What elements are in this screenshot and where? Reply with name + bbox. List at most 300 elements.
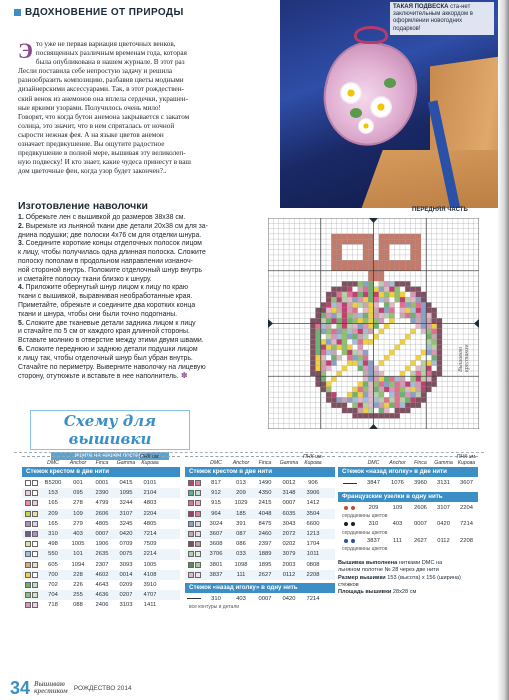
step-line [18, 293, 266, 302]
thread-anchor: 403 [73, 531, 83, 538]
color-swatch [195, 541, 201, 547]
intro-line: то уже не первая вариация цветочных венков, [35, 40, 176, 48]
stitch-cell [331, 287, 336, 292]
stitch-cell [321, 313, 326, 318]
stitch-cell [437, 360, 442, 365]
info-text: нитками DMC на [397, 559, 443, 566]
stitch-cell [410, 302, 415, 307]
page-footer [10, 678, 132, 698]
stitch-cell [352, 387, 357, 392]
stitch-cell [352, 403, 357, 408]
stitch-cell [374, 366, 379, 371]
stitch-cell [363, 265, 368, 270]
stitch-cell [389, 366, 394, 371]
step-line [18, 214, 266, 223]
stitch-cell [347, 297, 352, 302]
issue-label: РОЖДЕСТВО 2014 [73, 684, 132, 692]
stitch-cell [326, 382, 331, 387]
stitch-cell [331, 387, 336, 392]
thread-anchor: 185 [236, 510, 246, 517]
stitch-cell [337, 403, 342, 408]
stitch-cell [389, 376, 394, 381]
stitch-cell [358, 308, 363, 313]
stitch-cell [405, 334, 410, 339]
stitch-cell [395, 339, 400, 344]
stitch-cell [400, 287, 405, 292]
stitch-cell [405, 313, 410, 318]
stitch-cell [410, 376, 415, 381]
stitch-cell [389, 392, 394, 397]
thread-finca: 2397 [258, 541, 272, 548]
thread-anchor: 1094 [71, 561, 85, 568]
thread-dmc: 704 [48, 592, 58, 599]
stitch-cell [374, 371, 379, 376]
stitch-cell [389, 413, 394, 418]
stitch-cell [331, 334, 336, 339]
stitch-cell [363, 408, 368, 413]
stitch-cell [363, 413, 368, 418]
stitch-cell [410, 371, 415, 376]
thread-finca: 1906 [95, 541, 109, 548]
thread-pnk: 1412 [306, 500, 320, 507]
stitch-cell [374, 408, 379, 413]
stitch-cell [352, 355, 357, 360]
stitch-cell [315, 313, 320, 318]
backstitch-line-icon [187, 598, 201, 599]
intro-line: ский венок из анемонов она вплела сердечки, украшен- [18, 94, 188, 103]
stitch-cell [337, 292, 342, 297]
stitch-cell [352, 345, 357, 350]
step-line [18, 223, 266, 232]
stitch-cell [384, 413, 389, 418]
flower-motif [340, 82, 362, 104]
thread-dmc: 165 [48, 500, 58, 507]
stitch-cell [405, 281, 410, 286]
magazine-name-line1: Вышиваю [34, 680, 65, 688]
symbol-swatch [185, 551, 203, 557]
stitch-cell [363, 366, 368, 371]
stitch-cell [347, 392, 352, 397]
stitch-cell [310, 355, 315, 360]
stitch-cell [331, 313, 336, 318]
stitch-cell [379, 271, 384, 276]
stitch-cell [321, 334, 326, 339]
symbol-swatch [185, 521, 203, 527]
color-swatch [32, 511, 38, 517]
stitch-cell [379, 281, 384, 286]
stitch-cell [337, 345, 342, 350]
stitch-cell [358, 397, 363, 402]
stitch-cell [342, 371, 347, 376]
stitch-cell [432, 329, 437, 334]
color-swatch [195, 480, 201, 486]
stitch-cell [315, 318, 320, 323]
stitch-cell [384, 287, 389, 292]
thread-finca: 4799 [95, 500, 109, 507]
thread-dmc: 310 [48, 531, 58, 538]
stitch-cell [331, 345, 336, 350]
stitch-cell [410, 387, 415, 392]
stitch-cell [331, 250, 336, 255]
thread-pnk: 2204 [460, 505, 473, 512]
stitch-cell [421, 334, 426, 339]
legend-row [185, 478, 335, 488]
french-knot-icon [351, 506, 355, 510]
stitch-cell [395, 355, 400, 360]
stitch-cell [342, 397, 347, 402]
stitch-cell [342, 318, 347, 323]
cross-stitch-chart [268, 218, 479, 429]
stitch-cell [331, 302, 336, 307]
stitch-cell [331, 297, 336, 302]
stitch-cell [368, 408, 373, 413]
stitch-cell [384, 265, 389, 270]
stitch-cell [437, 318, 442, 323]
stitch-cell [347, 397, 352, 402]
stitch-cell [416, 387, 421, 392]
stitch-cell [379, 265, 384, 270]
stitch-cell [352, 297, 357, 302]
stitch-cell [368, 387, 373, 392]
stitch-cell [395, 265, 400, 270]
stitch-cell [374, 276, 379, 281]
thread-anchor: 088 [73, 602, 83, 609]
stitch-cell [352, 397, 357, 402]
stitch-cell [374, 345, 379, 350]
stitch-cell [374, 260, 379, 265]
stitch-cell [389, 281, 394, 286]
stitch-cell [358, 408, 363, 413]
color-swatch [32, 562, 38, 568]
stitch-cell [405, 308, 410, 313]
stitch-cell [337, 339, 342, 344]
symbol-swatch [338, 522, 361, 526]
thread-dmc: 718 [48, 602, 58, 609]
symbol-swatch [22, 500, 40, 506]
stitch-cell [400, 397, 405, 402]
thread-pnk: 4805 [143, 520, 157, 527]
stitch-cell [347, 339, 352, 344]
stitch-cell [384, 239, 389, 244]
step-line [18, 337, 266, 346]
thread-finca: 4636 [95, 592, 109, 599]
stitch-cell [410, 313, 415, 318]
stitch-cell [368, 382, 373, 387]
thread-pnk: 2204 [143, 510, 157, 517]
stitch-cell [337, 371, 342, 376]
thread-anchor: 1005 [71, 541, 85, 548]
stitch-cell [363, 403, 368, 408]
stitch-cell [363, 382, 368, 387]
stitch-cell [389, 318, 394, 323]
thread-finca: 3960 [414, 480, 427, 487]
thread-anchor: 278 [73, 500, 83, 507]
legend-row [185, 488, 335, 498]
stitch-cell [358, 355, 363, 360]
stitch-cell [363, 287, 368, 292]
thread-gamma: 0415 [119, 480, 133, 487]
stitch-cell [363, 376, 368, 381]
thread-anchor: 109 [392, 505, 403, 512]
stitch-cell [384, 292, 389, 297]
column-header: Gamma [279, 460, 299, 466]
stitch-cell [368, 313, 373, 318]
stitch-cell [368, 397, 373, 402]
stitch-cell [395, 297, 400, 302]
scheme-subtitle: ищите на нашем постере [51, 452, 169, 460]
stitch-cell [368, 244, 373, 249]
stitch-cell [358, 313, 363, 318]
thread-pnk: 7214 [306, 595, 320, 602]
stitch-cell [363, 392, 368, 397]
column-header: Anchor [389, 460, 406, 466]
stitch-cell [410, 334, 415, 339]
stitch-cell [421, 318, 426, 323]
stitch-cell [352, 413, 357, 418]
stitch-cell [416, 313, 421, 318]
thread-pnk: 3906 [306, 490, 320, 497]
stitch-cell [400, 392, 405, 397]
intro-line: разнообразить композицию, разбавив цветы модными [18, 76, 184, 85]
thread-finca: 0007 [258, 595, 272, 602]
step-line [18, 364, 266, 373]
stitch-cell [379, 276, 384, 281]
symbol-swatch [185, 480, 203, 486]
stitch-cell [400, 382, 405, 387]
stitch-cell [315, 324, 320, 329]
thread-dmc: 700 [48, 571, 58, 578]
step-number: 6. [18, 345, 24, 353]
stitch-cell [374, 355, 379, 360]
step-text: и сметайте полоску ткани близко к шнуру. [18, 275, 152, 283]
stitch-cell [326, 313, 331, 318]
stitch-cell [326, 292, 331, 297]
stitch-cell [352, 382, 357, 387]
thread-dmc: 3706 [209, 551, 223, 558]
stitch-cell [379, 392, 384, 397]
column-header: ПНК им. Кирова [456, 454, 477, 466]
legend-row [185, 549, 335, 559]
thread-finca: 4643 [95, 581, 109, 588]
stitch-cell [337, 387, 342, 392]
stitch-cell [368, 276, 373, 281]
stitch-cell [342, 355, 347, 360]
stitch-cell [416, 334, 421, 339]
backstitch-title: Стежок «назад иголку» в одну нить [185, 583, 335, 593]
backstitch-row [185, 594, 335, 604]
stitch-cell [416, 260, 421, 265]
stitch-cell [352, 324, 357, 329]
stitch-cell [352, 376, 357, 381]
symbol-swatch [22, 541, 40, 547]
legend-row [22, 600, 180, 610]
backstitch-line-icon [343, 483, 357, 484]
stitch-cell [374, 382, 379, 387]
stitch-cell [410, 255, 415, 260]
legend-row [338, 503, 478, 513]
color-swatch [195, 511, 201, 517]
thread-finca: 2606 [95, 510, 109, 517]
stitch-cell [347, 345, 352, 350]
instructions-steps [18, 214, 266, 382]
stitch-cell [410, 366, 415, 371]
stitch-cell [395, 260, 400, 265]
stitch-cell [331, 255, 336, 260]
color-swatch [32, 480, 38, 486]
stitch-cell [437, 324, 442, 329]
stitch-cell [342, 281, 347, 286]
stitch-cell [379, 318, 384, 323]
thread-dmc: 3837 [367, 537, 380, 544]
thread-gamma: 0420 [119, 531, 133, 538]
color-swatch [195, 490, 201, 496]
stitch-cell [326, 308, 331, 313]
color-swatch [195, 572, 201, 578]
ornament-icon: ✽ [178, 371, 188, 381]
photo-caption [390, 2, 494, 35]
thread-pnk: 2208 [460, 537, 473, 544]
stitch-cell [347, 324, 352, 329]
stitch-cell [337, 234, 342, 239]
stitch-cell [379, 302, 384, 307]
stitch-cell [310, 345, 315, 350]
stitch-cell [347, 313, 352, 318]
stitch-cell [321, 387, 326, 392]
stitch-cell [400, 313, 405, 318]
stitch-cell [368, 265, 373, 270]
step-text: Сложите переднюю и заднюю детали подушки лицом [23, 345, 198, 353]
stitch-cell [410, 392, 415, 397]
stitch-cell [384, 345, 389, 350]
step-text: ткани и шнура, чтобы они были точно подогнаны. [18, 310, 178, 318]
stitch-cell [384, 255, 389, 260]
info-size: 153 (высота) x 156 (ширина) стежков [338, 574, 461, 588]
thread-gamma: 6035 [282, 510, 296, 517]
stitch-cell [432, 313, 437, 318]
stitch-cell [358, 382, 363, 387]
stitch-cell [395, 376, 400, 381]
stitch-cell [416, 392, 421, 397]
stitch-cell [331, 360, 336, 365]
stitch-cell [352, 281, 357, 286]
stitch-cell [352, 313, 357, 318]
stitch-cell [379, 313, 384, 318]
stitch-cell [321, 318, 326, 323]
stitch-cell [410, 297, 415, 302]
color-swatch [188, 480, 194, 486]
stitch-cell [337, 392, 342, 397]
stitch-cell [432, 318, 437, 323]
stitch-cell [421, 366, 426, 371]
stitch-cell [405, 318, 410, 323]
thread-finca: 0007 [414, 521, 427, 528]
stitch-cell [358, 297, 363, 302]
legend-row [22, 529, 180, 539]
thread-gamma: 0112 [437, 537, 450, 544]
stitch-cell [405, 292, 410, 297]
step-line [18, 372, 266, 382]
legend-row [185, 570, 335, 580]
scheme-label [30, 410, 190, 459]
thread-anchor: 226 [73, 581, 83, 588]
thread-gamma: 0012 [282, 480, 296, 487]
stitch-cell [416, 397, 421, 402]
stitch-cell [384, 329, 389, 334]
stitch-cell [389, 371, 394, 376]
stitch-cell [426, 324, 431, 329]
stitch-cell [326, 355, 331, 360]
stitch-cell [395, 287, 400, 292]
stitch-cell [310, 339, 315, 344]
stitch-cell [331, 260, 336, 265]
thread-gamma: 0420 [437, 521, 450, 528]
thread-pnk: 7509 [143, 541, 157, 548]
stitch-cell [437, 339, 442, 344]
intro-line: была опубликована в нашем журнале. В этот раз [35, 58, 185, 67]
stitch-cell [384, 313, 389, 318]
stitch-cell [379, 382, 384, 387]
stitch-cell [363, 297, 368, 302]
intro-line: ные яркими узорами. Получилось очень мило! [18, 103, 161, 112]
stitch-cell [426, 334, 431, 339]
stitch-cell [358, 392, 363, 397]
leaf-motif [350, 108, 362, 118]
stitch-cell [410, 292, 415, 297]
stitch-cell [379, 292, 384, 297]
stitch-cell [342, 265, 347, 270]
stitch-cell [352, 308, 357, 313]
column-header: ПНК им. Кирова [303, 454, 323, 466]
stitch-cell [379, 387, 384, 392]
stitch-cell [363, 244, 368, 249]
stitch-cell [395, 392, 400, 397]
stitch-cell [352, 302, 357, 307]
stitch-cell [405, 355, 410, 360]
stitch-cell [416, 302, 421, 307]
stitch-cell [400, 355, 405, 360]
stitch-cell [310, 334, 315, 339]
thread-anchor: 109 [73, 510, 83, 517]
intro-line: ную подвеску! И кто знает, какие чудеса принесут в ваш [18, 158, 191, 167]
thread-finca: 2406 [95, 602, 109, 609]
stitch-cell [405, 350, 410, 355]
thread-finca: 4805 [95, 520, 109, 527]
stitch-cell [384, 360, 389, 365]
stitch-cell [389, 403, 394, 408]
stitch-cell [416, 239, 421, 244]
thread-dmc: 3607 [209, 531, 223, 538]
step-text: днина подушки; две полоски 4х76 см для отделки шнура. [18, 231, 202, 239]
thread-finca: 2460 [258, 531, 272, 538]
stitch-cell [410, 397, 415, 402]
stitch-cell [400, 234, 405, 239]
stitch-cell [379, 329, 384, 334]
stitch-cell [389, 355, 394, 360]
stitch-cell [379, 350, 384, 355]
stitch-cell [337, 255, 342, 260]
thread-finca: 8475 [258, 520, 272, 527]
stitch-cell [395, 371, 400, 376]
stitch-cell [326, 392, 331, 397]
thread-gamma: 3148 [282, 490, 296, 497]
stitch-cell [410, 260, 415, 265]
stitch-cell [426, 355, 431, 360]
stitch-cell [331, 371, 336, 376]
stitch-cell [416, 350, 421, 355]
stitch-cell [374, 329, 379, 334]
stitch-cell [326, 350, 331, 355]
info-area-label: Площадь вышивки [338, 589, 392, 596]
